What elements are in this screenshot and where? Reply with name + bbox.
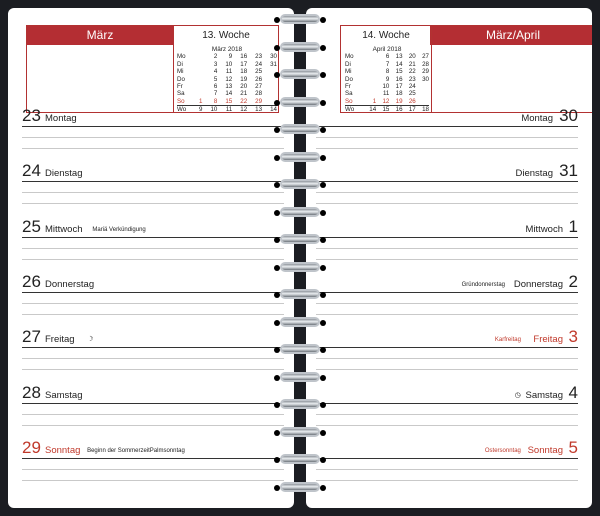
mini-calendar-date: 16: [395, 75, 403, 83]
mini-calendar-date: [363, 76, 376, 83]
mini-calendar-date: 17: [408, 106, 416, 114]
right-page: [306, 8, 592, 508]
moon-phase-icon: ☽: [87, 336, 94, 344]
mini-calendar-weekday: Do: [345, 75, 353, 83]
mini-calendar-date: [195, 76, 202, 83]
day-name: Dienstag: [45, 168, 83, 180]
mini-calendar-date: 22: [240, 97, 248, 105]
day-number: 28: [22, 382, 41, 402]
mini-calendar-weekday: Di: [177, 60, 183, 68]
mini-calendar-date: 28: [422, 60, 429, 68]
mini-calendar-date: 27: [255, 83, 263, 91]
mini-calendar-row: [345, 68, 429, 75]
mini-calendar-date: 6: [385, 53, 390, 61]
spiral-ring: [274, 454, 326, 468]
mini-calendar-date: 29: [255, 97, 263, 105]
mini-calendar-date: 18: [240, 68, 248, 76]
mini-calendar-weekday: Wo: [177, 106, 187, 114]
mini-calendar-row: [345, 61, 429, 68]
mini-calendar-weekday: Mo: [345, 53, 354, 61]
mini-calendar-date: 10: [210, 106, 218, 114]
mini-calendar-date: 17: [395, 83, 403, 91]
day-number: 2: [568, 271, 578, 291]
mini-calendar-date: 27: [422, 53, 429, 61]
mini-calendar-row: [177, 61, 277, 68]
mini-calendar-date: [416, 98, 429, 106]
day-number: 3: [568, 327, 578, 347]
day-name: Freitag: [45, 334, 75, 346]
mini-calendar-date: 21: [240, 90, 248, 98]
mini-calendar-date: 23: [408, 75, 416, 83]
week-header-right: [340, 25, 592, 113]
day-name: Sonntag: [527, 444, 563, 456]
spiral-ring: [274, 207, 326, 221]
spiral-ring: [274, 42, 326, 56]
spiral-ring: [274, 372, 326, 386]
spiral-ring: [274, 234, 326, 248]
day-entry[interactable]: [22, 383, 284, 438]
spiral-ring: [274, 317, 326, 331]
spiral-binding: [274, 14, 326, 504]
day-number: 24: [22, 161, 41, 181]
mini-calendar-weekday: So: [345, 97, 353, 105]
day-number: 31: [559, 161, 578, 181]
mini-calendar-date: 2: [213, 53, 218, 61]
spiral-ring: [274, 97, 326, 111]
mini-calendar-date: [195, 68, 202, 75]
day-number: 5: [568, 437, 578, 457]
mini-calendar-row: [177, 76, 277, 83]
mini-calendar-row: [177, 98, 277, 106]
mini-calendar-date: 28: [255, 90, 263, 98]
day-number: 4: [568, 382, 578, 402]
mini-calendar-date: 14: [225, 90, 233, 98]
day-entry[interactable]: [22, 106, 284, 161]
day-number: 29: [22, 437, 41, 457]
mini-calendar-weekday: Wo: [345, 106, 355, 114]
mini-calendar-date: 18: [422, 106, 429, 114]
mini-calendar: [177, 46, 277, 114]
day-name: Montag: [521, 113, 553, 124]
holiday-note: Ostersonntag: [484, 447, 521, 454]
mini-calendar-date: 9: [199, 106, 203, 114]
spiral-ring: [274, 427, 326, 441]
mini-calendar-date: 25: [408, 90, 416, 98]
mini-calendar-date: 26: [408, 97, 416, 105]
spiral-ring: [274, 344, 326, 358]
mini-calendar-date: [363, 68, 376, 75]
mini-calendar-date: [416, 83, 429, 90]
mini-calendar-row: [345, 53, 429, 60]
holiday-note: Mariä Verkündigung: [92, 226, 146, 233]
mini-calendar-title: März 2018: [211, 46, 243, 53]
mini-calendar-date: 19: [395, 97, 403, 105]
mini-calendar-row: [345, 83, 429, 90]
mini-calendar-date: [363, 61, 376, 68]
mini-calendar-weekday: Sa: [177, 90, 185, 98]
mini-calendar-date: 10: [382, 83, 390, 91]
mini-calendar-date: 17: [240, 60, 248, 68]
mini-calendar-date: 6: [213, 83, 218, 91]
mini-calendar-date: 13: [225, 83, 233, 91]
mini-calendar-date: 12: [240, 106, 248, 114]
day-entry[interactable]: [316, 383, 578, 438]
day-name: Montag: [45, 113, 77, 124]
mini-calendar-row: [177, 83, 277, 90]
spiral-ring: [274, 152, 326, 166]
mini-calendar-date: 31: [270, 60, 277, 68]
mini-calendar-date: 1: [372, 97, 377, 105]
mini-calendar-title: April 2018: [372, 46, 402, 53]
day-entry[interactable]: [316, 272, 578, 327]
mini-calendar-date: [195, 53, 202, 60]
week-header-left: [26, 25, 279, 113]
mini-calendar-row: [177, 68, 277, 75]
mini-calendar-date: 12: [225, 75, 233, 83]
mini-calendar-row: [345, 90, 429, 97]
day-number: 30: [559, 106, 578, 125]
spiral-ring: [274, 289, 326, 303]
mini-calendar-date: 11: [225, 106, 233, 114]
day-entry[interactable]: [316, 217, 578, 272]
day-name: Donnerstag: [513, 278, 563, 290]
mini-calendar-date: [363, 53, 376, 60]
mini-calendar-date: 10: [225, 60, 233, 68]
mini-calendar-date: 20: [240, 83, 248, 91]
spiral-ring: [274, 69, 326, 83]
mini-calendar-date: 8: [385, 68, 390, 76]
mini-calendar-date: 18: [395, 90, 403, 98]
day-name: Sonntag: [45, 444, 81, 456]
mini-calendar-weekday: Sa: [345, 90, 353, 98]
week-label: 14. Woche: [362, 30, 410, 41]
day-entry[interactable]: [316, 161, 578, 216]
day-entry[interactable]: [316, 106, 578, 161]
mini-calendar-date: 9: [228, 53, 233, 61]
day-name: Mittwoch: [525, 223, 563, 235]
mini-calendar-date: [363, 90, 376, 97]
mini-calendar-date: [195, 83, 202, 90]
mini-calendar-date: 26: [255, 75, 263, 83]
mini-calendar-grid: [177, 53, 277, 113]
mini-calendar-date: 15: [382, 106, 390, 114]
mini-calendar-weekday: Mi: [177, 68, 184, 76]
mini-calendar-date: [416, 90, 429, 97]
mini-calendar-date: 14: [395, 60, 403, 68]
mini-calendar-date: 13: [395, 53, 403, 61]
day-entry[interactable]: [22, 217, 284, 272]
spiral-ring: [274, 399, 326, 413]
day-entry[interactable]: [22, 327, 284, 382]
mini-calendar-date: 11: [225, 68, 233, 76]
day-name: Freitag: [533, 334, 563, 346]
mini-calendar-row: [177, 90, 277, 97]
mini-calendar-weekday: Mo: [177, 53, 186, 61]
mini-calendar-date: 20: [408, 53, 416, 61]
mini-calendar-date: 5: [213, 75, 218, 83]
mini-calendar-date: 25: [255, 68, 263, 76]
mini-calendar-date: [363, 83, 376, 90]
mini-calendar-date: 14: [270, 106, 277, 114]
holiday-note: Karfreitag: [494, 337, 521, 344]
month-label: März/April: [430, 26, 592, 45]
spiral-ring: [274, 179, 326, 193]
mini-calendar-date: 24: [255, 60, 263, 68]
mini-calendar-row: [177, 53, 277, 60]
day-name: Donnerstag: [45, 278, 95, 290]
mini-calendar-date: 13: [255, 106, 263, 114]
mini-calendar-date: 16: [240, 53, 248, 61]
mini-calendar-weekday: Mi: [345, 68, 352, 76]
mini-calendar-date: 22: [408, 68, 416, 76]
mini-calendar-date: 9: [385, 75, 390, 83]
mini-calendar-date: 3: [213, 60, 218, 68]
mini-calendar-weekday: Fr: [177, 83, 183, 91]
mini-calendar-date: 24: [408, 83, 416, 91]
mini-calendar-date: 19: [240, 75, 248, 83]
day-name: Mittwoch: [45, 223, 83, 235]
day-name: Samstag: [45, 389, 83, 401]
mini-calendar-row: [345, 98, 429, 106]
mini-calendar-date: 7: [213, 90, 218, 98]
mini-calendar-date: 29: [422, 68, 429, 76]
spiral-ring: [274, 482, 326, 496]
mini-calendar-date: 21: [408, 60, 416, 68]
left-page: [8, 8, 294, 508]
mini-calendar-date: 23: [255, 53, 263, 61]
mini-calendar-weekday: So: [177, 97, 185, 105]
mini-calendar-grid: [345, 53, 429, 113]
mini-calendar-weekday: Do: [177, 75, 185, 83]
mini-calendar-date: 7: [385, 60, 390, 68]
day-number: 25: [22, 216, 41, 236]
mini-calendar-weekday: Di: [345, 60, 351, 68]
day-name: Samstag: [525, 389, 563, 401]
holiday-note: Beginn der SommerzeitPalmsonntag: [87, 447, 185, 454]
day-entry[interactable]: [22, 438, 284, 493]
mini-calendar-date: 15: [395, 68, 403, 76]
day-number: 26: [22, 271, 41, 291]
mini-calendar-date: 16: [395, 106, 403, 114]
mini-calendar-date: 14: [369, 106, 377, 114]
clock-icon: ◷: [514, 391, 521, 399]
mini-calendar-row: [345, 76, 429, 83]
mini-calendar: [345, 46, 429, 114]
mini-calendar-date: 11: [382, 90, 390, 98]
mini-calendar-weekday: Fr: [345, 83, 351, 91]
mini-calendar-date: [195, 90, 202, 97]
mini-calendar-date: 4: [213, 68, 218, 76]
day-name: Dienstag: [515, 168, 553, 180]
day-number: 1: [568, 216, 578, 236]
day-number: 27: [22, 327, 41, 347]
mini-calendar-date: 12: [382, 97, 390, 105]
day-entry[interactable]: [316, 327, 578, 382]
mini-calendar-date: 30: [422, 75, 429, 83]
mini-calendar-date: 1: [199, 97, 203, 105]
day-number: 23: [22, 106, 41, 125]
day-entry[interactable]: [22, 161, 284, 216]
week-label: 13. Woche: [202, 30, 250, 41]
mini-calendar-date: [195, 61, 202, 68]
month-label: März: [27, 26, 173, 45]
spiral-ring: [274, 124, 326, 138]
mini-calendar-date: 8: [213, 97, 218, 105]
holiday-note: Gründonnerstag: [461, 281, 505, 288]
spiral-ring: [274, 14, 326, 28]
mini-calendar-date: 15: [225, 97, 233, 105]
spiral-ring: [274, 262, 326, 276]
day-entry[interactable]: [22, 272, 284, 327]
day-entry[interactable]: [316, 438, 578, 493]
mini-calendar-date: 30: [270, 53, 277, 61]
